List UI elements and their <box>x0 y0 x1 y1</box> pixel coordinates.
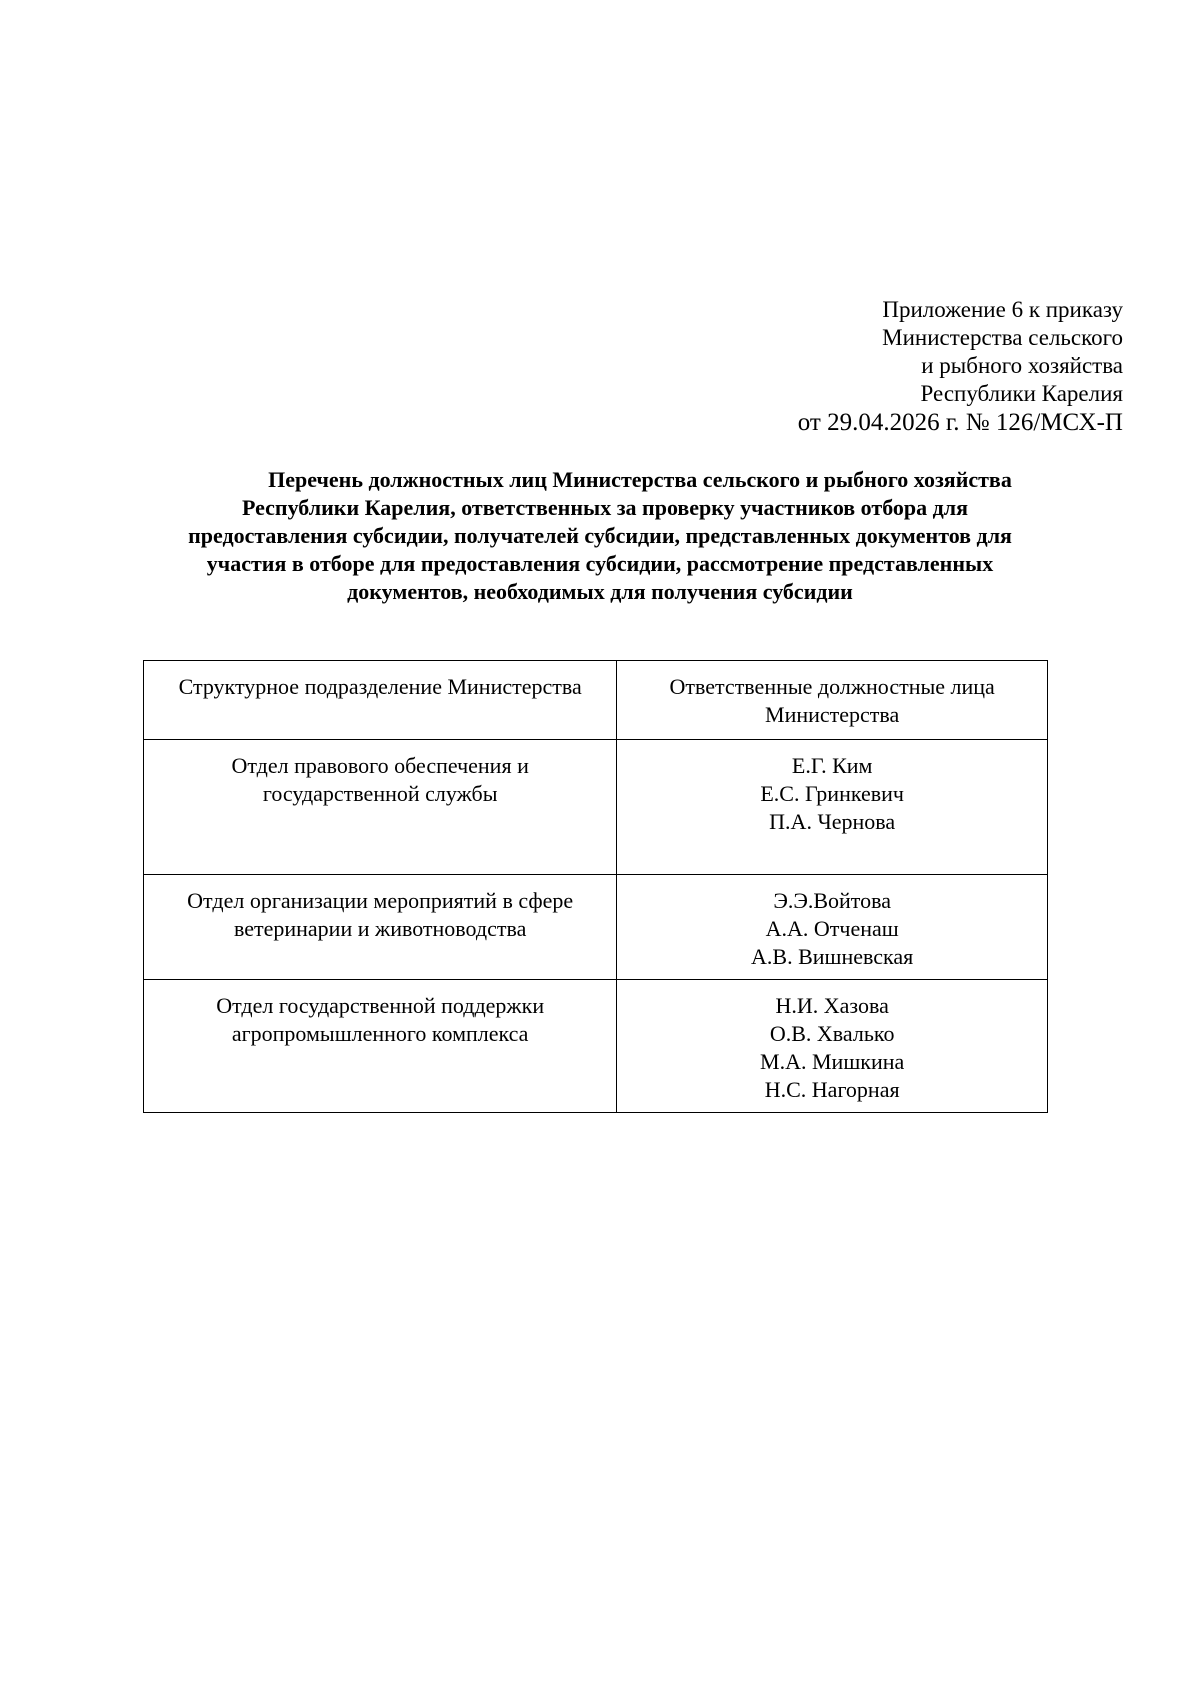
officials-cell <box>617 875 1048 980</box>
department-line: Отдел государственной поддержки <box>216 993 545 1018</box>
department-cell <box>144 740 617 875</box>
title-line: участия в отборе для предоставления субсидии, рассмотрение представленных <box>206 551 994 576</box>
appendix-line: Республики Карелия <box>920 381 1123 406</box>
department-line: Отдел правового обеспечения и <box>231 753 529 778</box>
order-number: от 29.04.2026 г. № 126/МСХ-П <box>797 409 1123 436</box>
officials-cell <box>617 980 1048 1113</box>
appendix-line: Министерства сельского <box>882 325 1123 350</box>
department-line: государственной службы <box>262 781 498 806</box>
department-line: агропромышленного комплекса <box>231 1021 529 1046</box>
title-line: документов, необходимых для получения субсидии <box>347 579 853 604</box>
department-cell <box>144 875 617 980</box>
table-row <box>144 980 1048 1113</box>
officials-table <box>143 660 1048 1113</box>
department-line: ветеринарии и животноводства <box>233 916 527 941</box>
official-name: Н.С. Нагорная <box>764 1077 900 1102</box>
official-name: Н.И. Хазова <box>775 993 889 1018</box>
department-cell <box>144 980 617 1113</box>
appendix-line: и рыбного хозяйства <box>921 353 1123 378</box>
official-name: М.А. Мишкина <box>760 1049 905 1074</box>
table-row <box>144 740 1048 875</box>
header-officials <box>617 661 1048 740</box>
header-department-text: Структурное подразделение Министерства <box>178 674 582 699</box>
official-name: П.А. Чернова <box>769 809 896 834</box>
department-line: Отдел организации мероприятий в сфере <box>187 888 574 913</box>
title-line: Республики Карелия, ответственных за проверку участников отбора для <box>241 495 969 520</box>
official-name: Э.Э.Войтова <box>773 888 891 913</box>
official-name: А.А. Отченаш <box>765 916 899 941</box>
official-name: Е.С. Гринкевич <box>760 781 904 806</box>
header-department <box>144 661 617 740</box>
official-name: А.В. Вишневская <box>751 944 914 969</box>
header-officials-line: Ответственные должностные лица <box>669 674 995 699</box>
official-name: Е.Г. Ким <box>791 753 873 778</box>
header-officials-line: Министерства <box>765 702 900 727</box>
appendix-line: Приложение 6 к приказу <box>882 297 1123 322</box>
table-row <box>144 875 1048 980</box>
document-title <box>120 466 1080 606</box>
official-name: О.В. Хвалько <box>769 1021 895 1046</box>
officials-cell <box>617 740 1048 875</box>
table-header-row <box>144 661 1048 740</box>
title-line: предоставления субсидии, получателей субсидии, представленных документов для <box>188 523 1012 548</box>
title-line: Перечень должностных лиц Министерства сельского и рыбного хозяйства <box>268 467 1012 492</box>
appendix-note <box>623 296 1123 438</box>
